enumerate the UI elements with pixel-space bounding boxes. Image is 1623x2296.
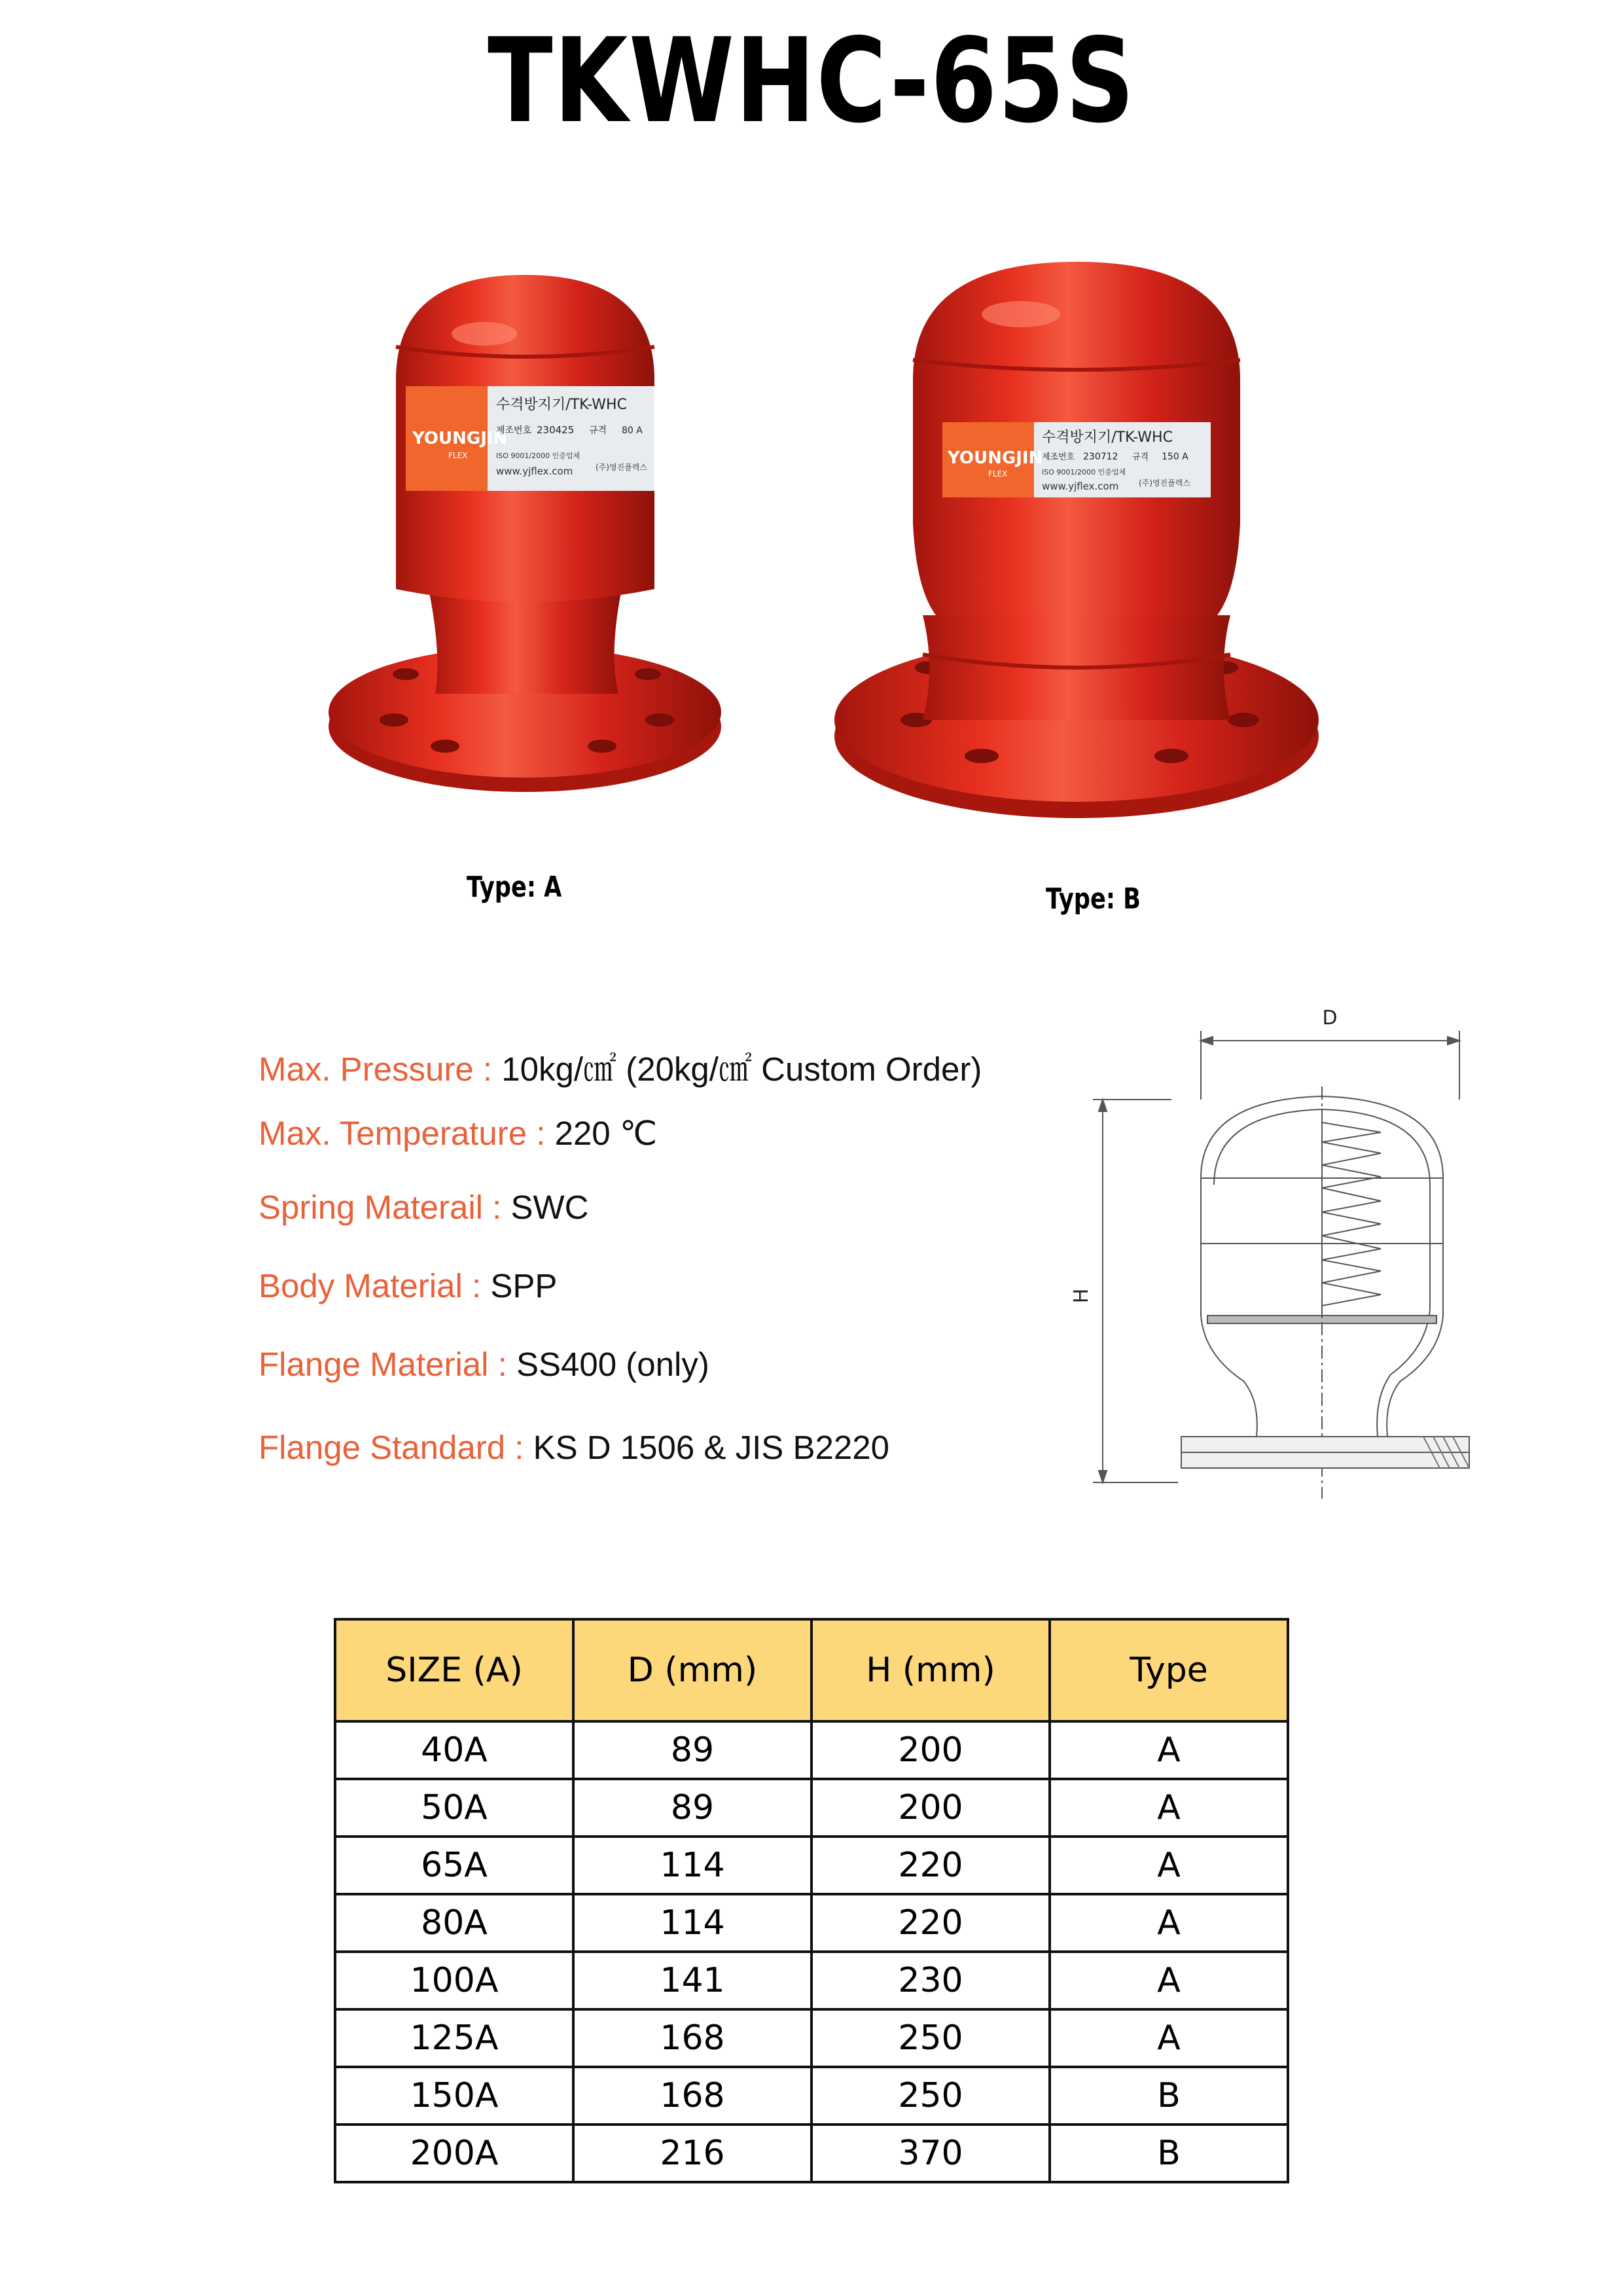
cell-type: A <box>1050 1952 1288 2009</box>
cell-h: 250 <box>812 2067 1050 2125</box>
spec-spring-material: Spring Materail : SWC <box>259 1189 589 1226</box>
size-table <box>334 1618 1289 2183</box>
cell-d: 89 <box>573 1779 812 1837</box>
product-label-sticker <box>942 422 1211 497</box>
svg-text:(주)영진플렉스: (주)영진플렉스 <box>1139 478 1190 488</box>
svg-text:www.yjflex.com: www.yjflex.com <box>496 465 573 477</box>
type-a-label: Type: A <box>467 870 562 904</box>
svg-text:ISO 9001/2000 인증업체: ISO 9001/2000 인증업체 <box>496 452 580 460</box>
product-photo-type-a <box>321 262 740 818</box>
svg-text:수격방지기/TK-WHC: 수격방지기/TK-WHC <box>496 397 627 413</box>
dimension-d-label: D <box>1322 1007 1338 1030</box>
cell-type: B <box>1050 2067 1288 2125</box>
spec-body-material: Body Material : SPP <box>259 1267 558 1304</box>
cell-d: 114 <box>573 1837 812 1894</box>
type-b-label: Type: B <box>1046 882 1141 916</box>
table-row <box>335 2125 1288 2182</box>
cell-size: 50A <box>335 1779 573 1837</box>
cell-type: A <box>1050 2009 1288 2067</box>
cell-h: 220 <box>812 1894 1050 1952</box>
table-row <box>335 2009 1288 2067</box>
table-row <box>335 2067 1288 2125</box>
svg-text:80 A: 80 A <box>622 425 643 436</box>
cell-type: A <box>1050 1721 1288 1779</box>
svg-text:230425: 230425 <box>537 424 575 436</box>
table-row <box>335 1894 1288 1952</box>
cell-d: 168 <box>573 2067 812 2125</box>
cell-h: 200 <box>812 1721 1050 1779</box>
cell-d: 216 <box>573 2125 812 2182</box>
dimension-h-label: H <box>1070 1288 1093 1304</box>
svg-text:230712: 230712 <box>1083 452 1118 462</box>
cell-size: 200A <box>335 2125 573 2182</box>
cell-size: 100A <box>335 1952 573 2009</box>
cell-d: 89 <box>573 1721 812 1779</box>
cell-type: A <box>1050 1894 1288 1952</box>
svg-text:ISO 9001/2000 인증업체: ISO 9001/2000 인증업체 <box>1042 468 1126 476</box>
table-header-row <box>335 1619 1288 1721</box>
cell-type: A <box>1050 1779 1288 1837</box>
product-photo-type-b <box>825 249 1329 825</box>
cell-size: 65A <box>335 1837 573 1894</box>
svg-text:수격방지기/TK-WHC: 수격방지기/TK-WHC <box>1042 429 1173 446</box>
dimension-diagram <box>1070 1001 1479 1499</box>
cell-d: 141 <box>573 1952 812 2009</box>
table-row <box>335 1952 1288 2009</box>
cell-h: 200 <box>812 1779 1050 1837</box>
svg-text:규격: 규격 <box>1132 452 1149 462</box>
svg-text:제조번호: 제조번호 <box>1042 452 1075 462</box>
page-title: TKWHC-65S <box>488 13 1135 149</box>
svg-text:FLEX: FLEX <box>448 451 468 460</box>
cell-d: 114 <box>573 1894 812 1952</box>
svg-text:150 A: 150 A <box>1162 452 1188 462</box>
header-size: SIZE (A) <box>335 1619 573 1721</box>
cell-h: 230 <box>812 1952 1050 2009</box>
cell-d: 168 <box>573 2009 812 2067</box>
table-row <box>335 1779 1288 1837</box>
svg-text:www.yjflex.com: www.yjflex.com <box>1042 480 1119 492</box>
spec-flange-standard: Flange Standard : KS D 1506 & JIS B2220 <box>259 1429 889 1466</box>
header-h: H (mm) <box>812 1619 1050 1721</box>
sticker-brand: YOUNGJIN <box>412 429 508 448</box>
spec-flange-material: Flange Material : SS400 (only) <box>259 1346 709 1383</box>
header-d: D (mm) <box>573 1619 812 1721</box>
cell-size: 125A <box>335 2009 573 2067</box>
spec-max-temperature: Max. Temperature : 220 ℃ <box>259 1115 658 1152</box>
cell-h: 370 <box>812 2125 1050 2182</box>
table-row <box>335 1837 1288 1894</box>
cell-size: 40A <box>335 1721 573 1779</box>
svg-text:(주)영진플렉스: (주)영진플렉스 <box>596 463 647 472</box>
product-label-sticker <box>406 386 654 491</box>
cell-h: 220 <box>812 1837 1050 1894</box>
svg-text:FLEX: FLEX <box>988 469 1008 478</box>
header-type: Type <box>1050 1619 1288 1721</box>
cell-type: B <box>1050 2125 1288 2182</box>
svg-text:YOUNGJIN: YOUNGJIN <box>948 448 1043 468</box>
cell-h: 250 <box>812 2009 1050 2067</box>
cell-type: A <box>1050 1837 1288 1894</box>
svg-text:규격: 규격 <box>589 425 607 436</box>
cell-size: 80A <box>335 1894 573 1952</box>
cell-size: 150A <box>335 2067 573 2125</box>
spec-max-pressure: Max. Pressure : 10kg/㎠ (20kg/㎠ Custom Order) <box>259 1050 982 1088</box>
table-row <box>335 1721 1288 1779</box>
svg-text:제조번호: 제조번호 <box>496 425 532 436</box>
